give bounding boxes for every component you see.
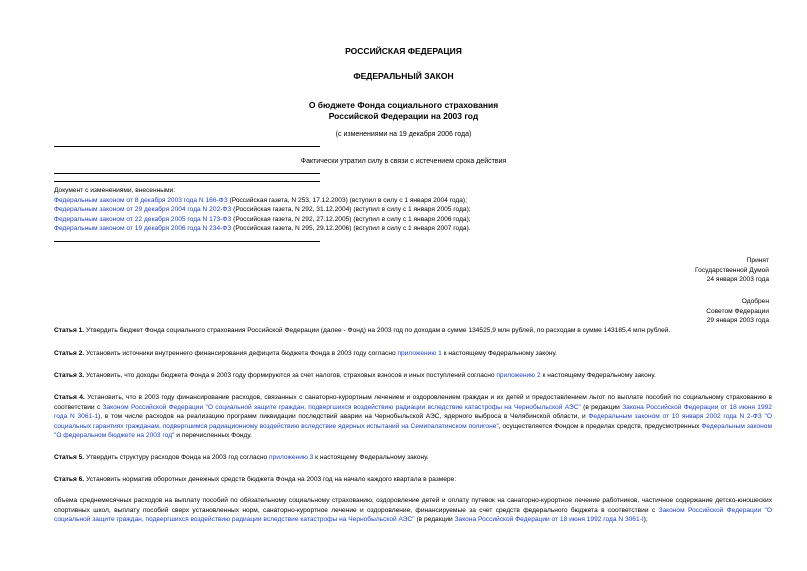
amendment-details: (Российская газета, N 295, 29.12.2006) (вступил в силу с 1 января 2007 года). [231,225,471,233]
article-text: Установить источники внутреннего финансирования дефицита бюджета Фонда в 2003 году согласно [84,350,398,357]
divider [54,146,320,147]
article-3 [54,371,772,381]
approval-label: Одобрен [741,298,769,305]
article-label: Статья 4. [54,394,85,401]
amendment-details: (Российская газета, N 292, 27.12.2005) (вступил в силу с 1 января 2006 года); [231,215,471,223]
adoption-label: Принят [746,257,769,264]
article-text: и перечисленных Фонду. [174,432,252,440]
amendment-details: (Российская газета, N 253, 17.12.2003) (вступил в силу с 1 января 2004 года); [227,196,467,204]
article-text: к настоящему Федеральному закону. [540,372,656,379]
amendment-item [54,224,774,234]
amendment-item [54,196,774,206]
article-text: к настоящему Федеральному закону. [441,350,558,357]
article-label: Статья 2. [54,350,85,357]
law-link[interactable]: Законом Российской Федерации "О социальной защите граждан, подвергшихся воздействию радиации вследствие катастрофы на Чернобыльской АЭС" [54,506,772,524]
article-text: Утвердить структуру расходов Фонда на 2003 год согласно [84,454,270,461]
article-text: ), в том числе расходов на реализацию программ ликвидации последствий аварии на Чернобыльской АЭС, ядерного выброса в Челябинской области, и [98,413,589,421]
divider [54,173,320,174]
divider [54,241,320,242]
article-text: , осуществляется Фондом в пределах средств, предусмотренных [498,422,702,430]
amendment-details: (Российская газета, N 292, 31.12.2004) (вступил в силу с 1 января 2005 года); [231,206,471,214]
adoption-body: Государственной Думой [695,266,769,274]
article-text: Установить, что в 2003 году финансирование расходов, связанных с санаторно-курортным лечением и оздоровлением граждан и их детей и предоставлением льгот по выплате пособий по социальному страхованию в соответствии с [54,394,772,411]
article-6-paragraph [54,496,772,525]
law-link[interactable]: Федеральным законом "О федеральном бюджете на 2003 год" [54,422,772,440]
law-link[interactable]: Закона Российской Федерации от 18 июня 1992 года N 3061-I [454,516,644,524]
appendix-link[interactable]: приложению 2 [496,372,541,379]
article-text: (в редакции [580,403,623,411]
article-text: объема среднемесячных расходов на выплату пособий по обязательному социальному страхованию, оздоровление детей и оплату путевок на санаторно-курортное лечение работников, частичное содержание детско-юношеских спортивных школ, выплату пособий сверх установленных норм, санаторно-курортное лечение и оздоровление, финансируемые за счет средств федерального бюджета в соответствии с [54,497,772,514]
article-text: к настоящему Федеральному закону. [313,454,429,461]
status-note: Фактически утратил силу в связи с истечением срока действия [300,158,507,165]
law-link[interactable]: Законом Российской Федерации "О социальной защите граждан, подвергшихся воздействию радиации вследствие катастрофы на Чернобыльской АЭС" [102,403,581,411]
article-text: ); [643,516,648,524]
law-type-heading: ФЕДЕРАЛЬНЫЙ ЗАКОН [353,71,454,81]
approval-date: 29 января 2003 года [706,317,769,325]
adoption-date: 24 января 2003 года [706,276,769,284]
article-label: Статья 6. [54,476,85,483]
amendment-link[interactable]: Федеральным законом от 29 декабря 2004 года N 202-ФЗ [54,206,232,214]
duma-adoption [695,256,769,285]
amendments-block [54,186,774,234]
amendment-link[interactable]: Федеральным законом от 22 декабря 2005 года N 173-ФЗ [54,215,232,223]
amendment-link[interactable]: Федеральным законом от 8 декабря 2003 года N 166-ФЗ [54,196,228,204]
article-2 [54,349,772,359]
article-label: Статья 1. [54,327,85,334]
divider [54,181,320,182]
approval-body: Советом Федерации [706,307,769,315]
article-label: Статья 3. [54,372,85,379]
law-link[interactable]: Федеральным законом от 10 января 2002 года N 2-ФЗ "О социальных гарантиях гражданам, подвергшимся радиационному воздействию вследствие ядерных испытаний на Семипалатинском полигоне" [54,413,772,430]
changes-note: (с изменениями на 19 декабря 2006 года) [335,131,472,138]
article-4 [54,393,772,441]
article-6 [54,475,772,485]
article-1 [54,326,772,336]
article-text: (в редакции [414,516,455,524]
amendment-link[interactable]: Федеральным законом от 19 декабря 2006 года N 234-ФЗ [54,225,232,233]
law-link[interactable]: Закона Российской Федерации от 18 июня 1992 года N 3061-1 [54,403,772,421]
law-title-line-1: О бюджете Фонда социального страхования [308,100,499,110]
amendment-item [54,205,774,215]
appendix-link[interactable]: приложению 1 [397,350,442,357]
article-text: Утвердить бюджет Фонда социального страхования Российской Федерации (далее - Фонд) на 2003 год по доходам в сумме 134525,9 млн рублей, по расходам в сумме 143185,4 млн рублей. [84,327,671,334]
country-heading: РОССИЙСКАЯ ФЕДЕРАЦИЯ [345,46,462,56]
amendments-intro: Документ с изменениями, внесенными: [54,187,176,194]
article-label: Статья 5. [54,454,85,461]
appendix-link[interactable]: приложению 3 [269,454,314,461]
council-approval [706,297,769,326]
amendment-item [54,215,774,225]
article-text: Установить норматив оборотных денежных средств бюджета Фонда на 2003 год на начало каждого квартала в размере: [84,476,457,483]
article-5 [54,453,772,463]
article-text: Установить, что доходы бюджета Фонда в 2003 году формируются за счет налогов, страховых взносов и иных поступлений согласно [84,372,497,379]
law-title-line-2: Российской Федерации на 2003 год [328,111,479,121]
